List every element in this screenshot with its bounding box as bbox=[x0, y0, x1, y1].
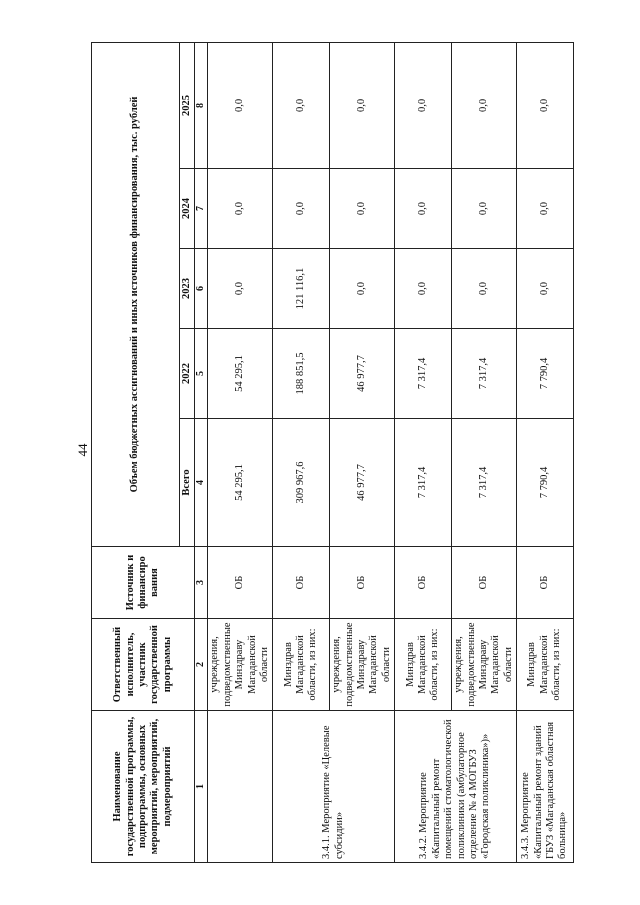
header-year-2022: 2022 bbox=[180, 329, 195, 419]
source-cell: ОБ bbox=[452, 547, 517, 619]
header-year-2024: 2024 bbox=[180, 169, 195, 249]
executor-cell: Минздрав Магаданской области, из них: bbox=[395, 619, 452, 711]
source-cell: ОБ bbox=[330, 547, 395, 619]
name-cell-empty bbox=[208, 711, 273, 863]
executor-cell: Минздрав Магаданской области, из них: bbox=[273, 619, 330, 711]
column-number: 6 bbox=[195, 249, 208, 329]
y2023-cell: 0,0 bbox=[208, 249, 273, 329]
total-cell: 309 967,6 bbox=[273, 419, 330, 547]
table-row bbox=[395, 42, 452, 862]
header-volume: Объем бюджетных ассигнований и иных источников финансирования, тыс. рублей bbox=[92, 42, 180, 546]
y2025-cell: 0,0 bbox=[208, 42, 273, 168]
y2025-cell: 0,0 bbox=[395, 42, 452, 168]
y2025-cell: 0,0 bbox=[517, 42, 574, 168]
header-year-2025: 2025 bbox=[180, 42, 195, 168]
total-cell: 7 790,4 bbox=[517, 419, 574, 547]
column-number-row bbox=[195, 42, 208, 862]
column-number: 2 bbox=[195, 619, 208, 711]
y2022-cell: 54 295,1 bbox=[208, 329, 273, 419]
item-3-4-2-name: 3.4.2. Мероприятие «Капитальный ремонт помещений стоматологической поликлиники (амбулаторное отделение № 4 МОГБУЗ «Городская поликлиника»)» bbox=[395, 711, 517, 863]
y2024-cell: 0,0 bbox=[273, 169, 330, 249]
column-number: 7 bbox=[195, 169, 208, 249]
y2024-cell: 0,0 bbox=[395, 169, 452, 249]
total-cell: 7 317,4 bbox=[452, 419, 517, 547]
column-number: 3 bbox=[195, 547, 208, 619]
column-number: 4 bbox=[195, 419, 208, 547]
y2024-cell: 0,0 bbox=[330, 169, 395, 249]
y2025-cell: 0,0 bbox=[452, 42, 517, 168]
header-year-2023: 2023 bbox=[180, 249, 195, 329]
column-number: 8 bbox=[195, 42, 208, 168]
y2023-cell: 0,0 bbox=[330, 249, 395, 329]
y2025-cell: 0,0 bbox=[330, 42, 395, 168]
item-3-4-1-name: 3.4.1. Мероприятие «Целевые субсидии» bbox=[273, 711, 395, 863]
total-cell: 7 317,4 bbox=[395, 419, 452, 547]
y2025-cell: 0,0 bbox=[273, 42, 330, 168]
table-row bbox=[517, 42, 574, 862]
header-name: Наименование государственной программы, подпрограммы, основных мероприятий, мероприятий, подмероприятий bbox=[92, 711, 195, 863]
y2024-cell: 0,0 bbox=[208, 169, 273, 249]
y2024-cell: 0,0 bbox=[452, 169, 517, 249]
source-cell: ОБ bbox=[273, 547, 330, 619]
y2023-cell: 0,0 bbox=[517, 249, 574, 329]
y2023-cell: 121 116,1 bbox=[273, 249, 330, 329]
source-cell: ОБ bbox=[517, 547, 574, 619]
header-executor: Ответственный исполнитель, участник государственной программы bbox=[92, 619, 195, 711]
total-cell: 46 977,7 bbox=[330, 419, 395, 547]
column-number: 5 bbox=[195, 329, 208, 419]
column-number: 1 bbox=[195, 711, 208, 863]
rotated-table-wrapper bbox=[91, 43, 569, 863]
source-cell: ОБ bbox=[395, 547, 452, 619]
y2022-cell: 7 317,4 bbox=[452, 329, 517, 419]
header-total: Всего bbox=[180, 419, 195, 547]
executor-cell: Минздрав Магаданской области, из них: bbox=[517, 619, 574, 711]
header-source: Источник и финансиро вания bbox=[92, 547, 195, 619]
y2022-cell: 188 851,5 bbox=[273, 329, 330, 419]
executor-cell: учреждения, подведомственные Минздраву Магаданской области bbox=[208, 619, 273, 711]
table-row bbox=[208, 42, 273, 862]
y2022-cell: 46 977,7 bbox=[330, 329, 395, 419]
total-cell: 54 295,1 bbox=[208, 419, 273, 547]
y2023-cell: 0,0 bbox=[452, 249, 517, 329]
financing-table bbox=[91, 42, 574, 863]
table-row bbox=[273, 42, 330, 862]
page-number: 44 bbox=[75, 443, 90, 457]
y2022-cell: 7 317,4 bbox=[395, 329, 452, 419]
y2023-cell: 0,0 bbox=[395, 249, 452, 329]
y2024-cell: 0,0 bbox=[517, 169, 574, 249]
y2022-cell: 7 790,4 bbox=[517, 329, 574, 419]
executor-cell: учреждения, подведомственные Минздраву Магаданской области bbox=[452, 619, 517, 711]
source-cell: ОБ bbox=[208, 547, 273, 619]
executor-cell: учреждения, подведомственные Минздраву Магаданской области bbox=[330, 619, 395, 711]
item-3-4-3-name: 3.4.3. Мероприятие «Капитальный ремонт зданий ГБУЗ «Магаданская областная больница» bbox=[517, 711, 574, 863]
